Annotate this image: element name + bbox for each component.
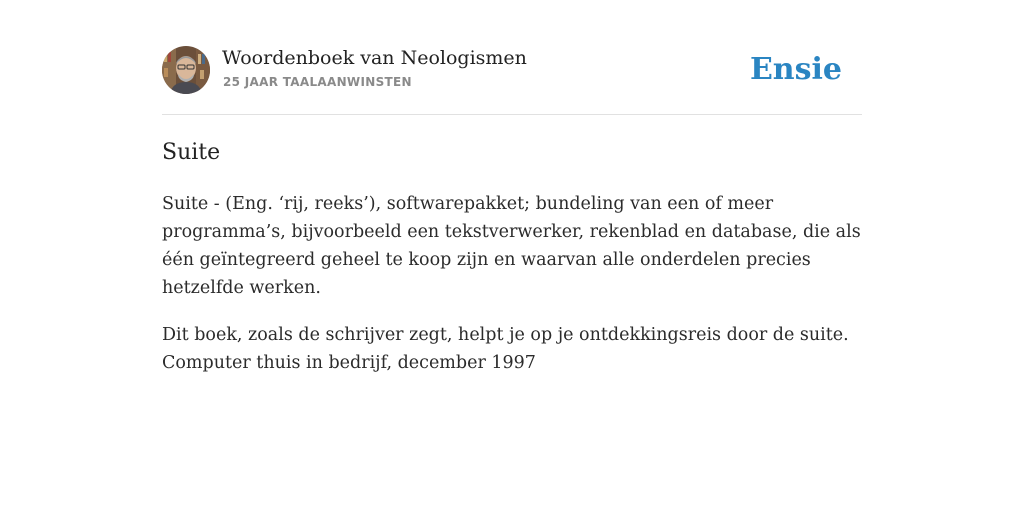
author-photo-icon (162, 46, 210, 94)
entry-title: Suite (162, 140, 221, 165)
entry-example (162, 321, 862, 377)
example-source: Computer thuis in bedrijf, december 1997 (162, 353, 536, 373)
ensie-logo-link[interactable]: Ensie (749, 52, 842, 87)
site-header (162, 46, 862, 115)
site-name[interactable]: Woordenboek van Neologismen (222, 47, 527, 69)
entry-content (162, 190, 862, 396)
entry-definition: Suite - (Eng. ‘rij, reeks’), softwarepakket; bundeling van een of meer programma’s, bijvoorbeeld een tekstverwerker, rekenblad en database, die als één geïntegreerd geheel te koop zijn en waarvan alle onderdelen precies hetzelfde werken. (162, 194, 861, 298)
avatar[interactable] (162, 46, 210, 94)
site-tagline: 25 JAAR TAALAANWINSTEN (223, 75, 412, 89)
example-quote: Dit boek, zoals de schrijver zegt, helpt je op je ontdekkingsreis door de suite. (162, 325, 849, 345)
